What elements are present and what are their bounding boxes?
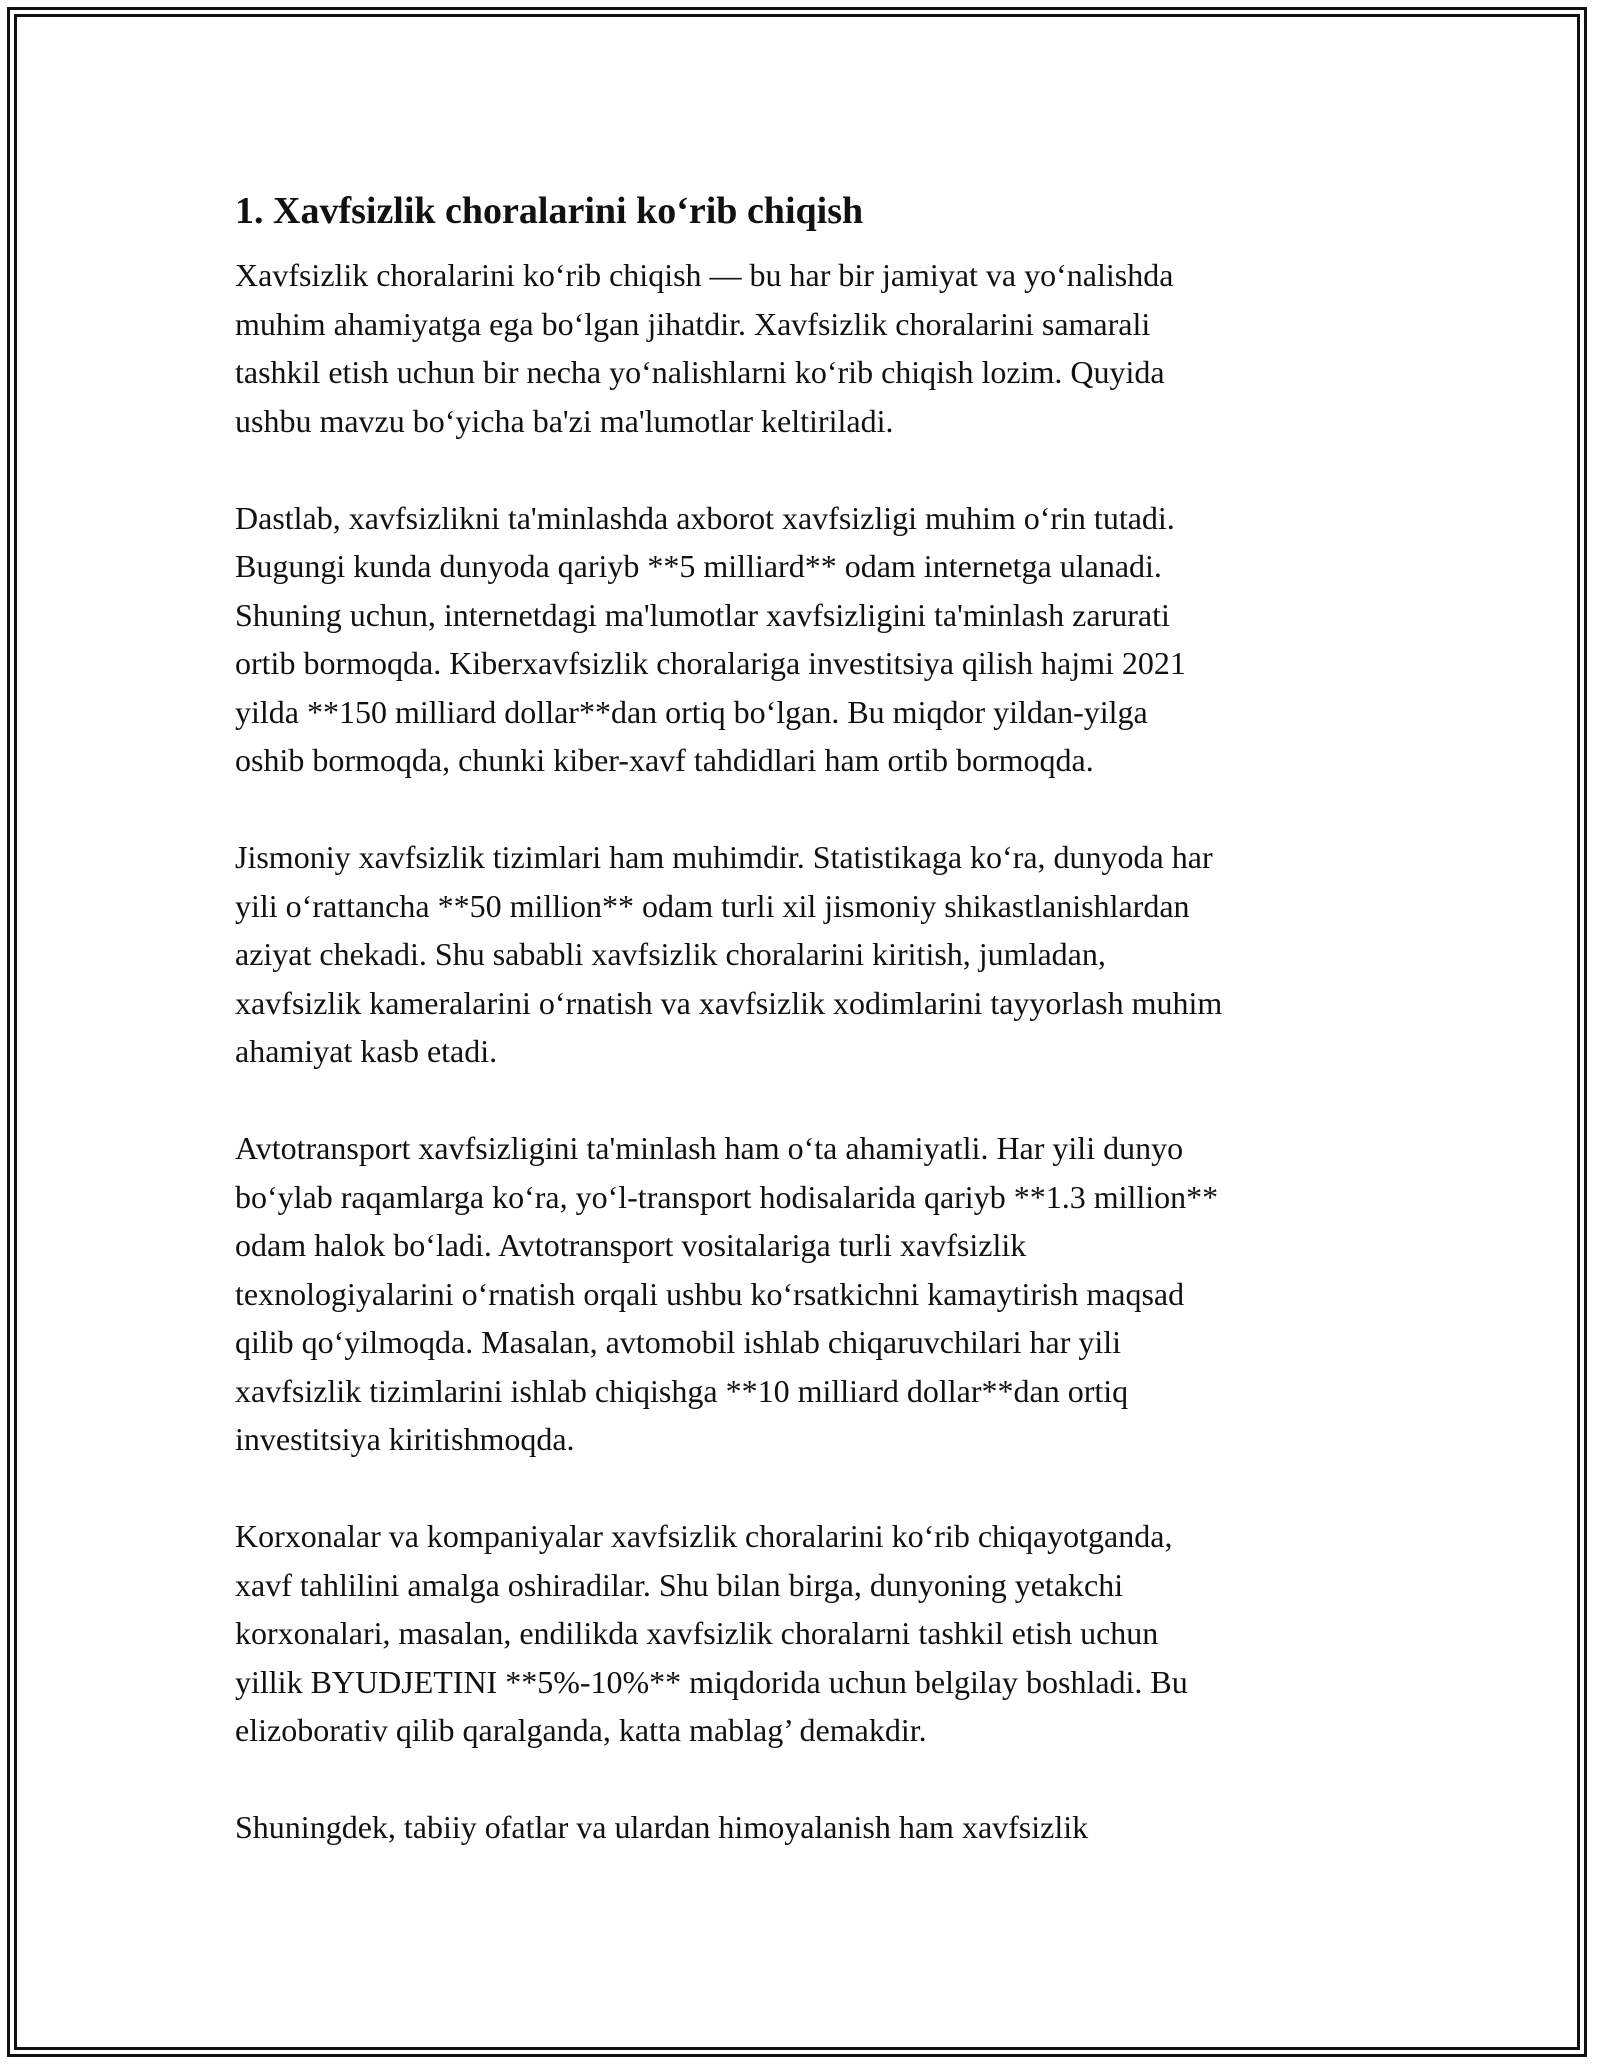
text-line: yili oʻrattancha **50 million** odam turli xil jismoniy shikastlanishlardan <box>235 887 1190 924</box>
text-line: tashkil etish uchun bir necha yoʻnalishlarni koʻrib chiqish lozim. Quyida <box>235 354 1165 390</box>
text-line: ortib bormoqda. Kiberxavfsizlik choralariga investitsiya qilish hajmi 2021 <box>235 645 1186 681</box>
text-line: xavfsizlik kameralarini oʻrnatish va xavfsizlik xodimlarini tayyorlash muhim <box>235 984 1223 1021</box>
text-line: Shuning uchun, internetdagi ma'lumotlar xavfsizligini ta'minlash zarurati <box>235 596 1170 633</box>
text-line: Jismoniy xavfsizlik tizimlari ham muhimdir. Statistikaga koʻra, dunyoda har <box>235 839 1213 875</box>
paragraph-information-security <box>235 494 1395 785</box>
text-line: Korxonalar va kompaniyalar xavfsizlik choralarini koʻrib chiqayotganda, <box>235 1518 1173 1554</box>
text-line: texnologiyalarini oʻrnatish orqali ushbu koʻrsatkichni kamaytirish maqsad <box>235 1275 1185 1312</box>
text-line: Dastlab, xavfsizlikni ta'minlashda axborot xavfsizligi muhim oʻrin tutadi. <box>235 499 1175 536</box>
text-line: elizoborativ qilib qaralganda, katta mablag’ demakdir. <box>235 1712 927 1748</box>
paragraph-intro <box>235 251 1395 445</box>
section-heading: 1. Xavfsizlik choralarini koʻrib chiqish <box>235 190 864 232</box>
text-line: oshib bormoqda, chunki kiber-xavf tahdidlari ham ortib bormoqda. <box>235 742 1094 778</box>
text-line: yillik BYUDJETINI **5%-10%** miqdorida uchun belgilay boshladi. Bu <box>235 1663 1188 1700</box>
text-line: aziyat chekadi. Shu sababli xavfsizlik choralarini kiritish, jumladan, <box>235 936 1106 972</box>
text-line: xavf tahlilini amalga oshiradilar. Shu bilan birga, dunyoning yetakchi <box>235 1566 1124 1603</box>
text-line: ahamiyat kasb etadi. <box>235 1033 498 1069</box>
text-line: odam halok boʻladi. Avtotransport vositalariga turli xavfsizlik <box>235 1227 1027 1263</box>
text-line: ushbu mavzu boʻyicha ba'zi ma'lumotlar keltiriladi. <box>235 402 894 439</box>
text-line: Bugungi kunda dunyoda qariyb **5 milliard** odam internetga ulanadi. <box>235 548 1162 584</box>
text-line: Shuningdek, tabiiy ofatlar va ulardan himoyalanish ham xavfsizlik <box>235 1809 1089 1845</box>
paragraph-enterprise-security <box>235 1512 1395 1755</box>
text-line: muhim ahamiyatga ega boʻlgan jihatdir. Xavfsizlik choralarini samarali <box>235 305 1151 342</box>
paragraph-natural-disasters <box>235 1803 1395 1852</box>
text-line: investitsiya kiritishmoqda. <box>235 1421 575 1457</box>
document-body <box>235 185 1395 1900</box>
text-line: korxonalari, masalan, endilikda xavfsizlik choralarni tashkil etish uchun <box>235 1615 1159 1651</box>
text-line: boʻylab raqamlarga koʻra, yoʻl-transport hodisalarida qariyb **1.3 million** <box>235 1178 1219 1215</box>
text-line: Xavfsizlik choralarini koʻrib chiqish — bu har bir jamiyat va yoʻnalishda <box>235 257 1174 293</box>
paragraph-vehicle-security <box>235 1124 1395 1464</box>
text-line: yilda **150 milliard dollar**dan ortiq boʻlgan. Bu miqdor yildan-yilga <box>235 693 1148 730</box>
text-line: xavfsizlik tizimlarini ishlab chiqishga **10 milliard dollar**dan ortiq <box>235 1372 1129 1409</box>
paragraph-physical-security <box>235 833 1395 1076</box>
text-line: qilib qoʻyilmoqda. Masalan, avtomobil ishlab chiqaruvchilari har yili <box>235 1324 1122 1360</box>
text-line: Avtotransport xavfsizligini ta'minlash ham oʻta ahamiyatli. Har yili dunyo <box>235 1130 1184 1166</box>
